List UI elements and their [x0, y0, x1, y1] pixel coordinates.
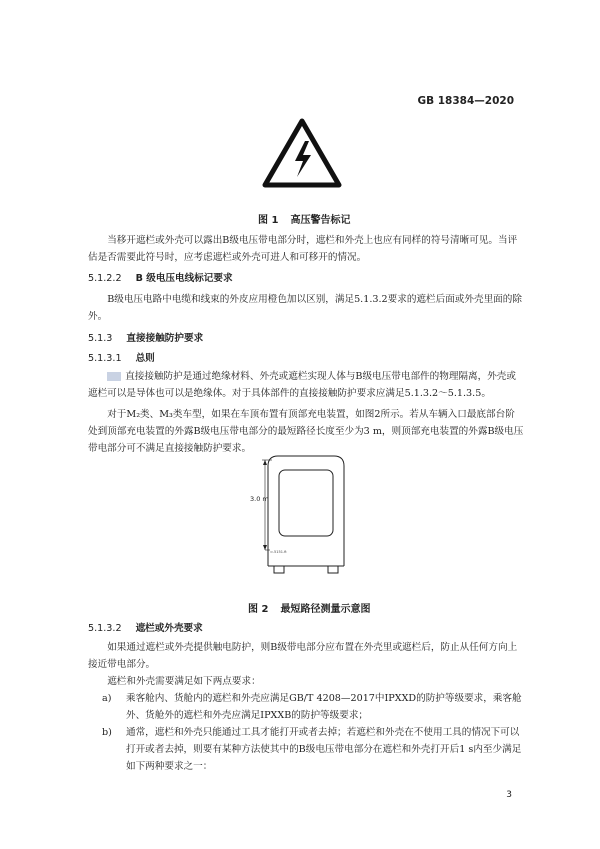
shortest-path-diagram — [248, 454, 360, 578]
figure2-caption — [248, 600, 382, 615]
list-marker: a) — [102, 693, 112, 704]
annotation-marker — [107, 372, 121, 381]
section-5-1-3-2 — [88, 620, 203, 634]
list-item-a — [104, 690, 524, 724]
section-5-1-3-1 — [88, 350, 155, 364]
paragraph-roof-charging: 对于M₂类、M₃类车型，如果在车顶布置有顶部充电装置，如图2所示。若从车辆入口最底部台阶处到顶部充电装置的外露B级电压带电部分的最短路径长度至少为3 m，则顶部充电装置的外露B级电压带电部分可不满足直接接触防护要求。 — [88, 409, 524, 454]
list-text: 通常，遮栏和外壳只能通过工具才能打开或者去掉；若遮栏和外壳在不使用工具的情况下可以打开或者去掉，则要有某种方法使其中的B级电压带电部分在遮栏和外壳打开后1 s内至少满足如下两种要求之一： — [126, 727, 522, 772]
section-title: 总则 — [135, 353, 155, 364]
section-title: 遮栏或外壳要求 — [135, 623, 203, 634]
dimension-label: 3.0 m — [250, 495, 269, 503]
paragraph-text: 直接接触防护是通过绝缘材料、外壳或遮栏实现人体与B级电压带电部件的物理隔离，外壳或遮栏可以是导体也可以是绝缘体。对于具体部件的直接接触防护要求应满足5.1.3.2～5.1.3.5。 — [88, 371, 516, 399]
standard-code: GB 18384—2020 — [417, 95, 514, 107]
section-number: 5.1.3.1 — [88, 353, 122, 364]
section-number: 5.1.3 — [88, 333, 113, 344]
figure1-title: 高压警告标记 — [290, 215, 351, 226]
figure1-number: 图 1 — [258, 215, 279, 226]
section-5-1-2-2 — [88, 270, 233, 284]
figure2-number: 图 2 — [248, 604, 269, 615]
figure2-title: 最短路径测量示意图 — [280, 604, 371, 615]
section-title: 直接接触防护要求 — [126, 333, 204, 344]
high-voltage-warning-icon — [261, 117, 343, 189]
section-number: 5.1.2.2 — [88, 273, 122, 284]
section-5-1-3 — [88, 330, 203, 344]
paragraph-two-requirements: 遮栏和外壳需要满足如下两点要求： — [107, 676, 261, 687]
paragraph-barrier-symbol: 当移开遮栏或外壳可以露出B级电压带电部分时，遮栏和外壳上也应有同样的符号清晰可见。当评估是否需要此符号时，应考虑遮栏或外壳可进人和可移开的情况。 — [88, 235, 518, 263]
section-number: 5.1.3.2 — [88, 623, 122, 634]
page-number: 3 — [506, 790, 512, 800]
step-label: ≈.5151.ft — [270, 550, 287, 554]
section-title: B 级电压电线标记要求 — [135, 273, 233, 284]
list-item-b — [104, 724, 524, 775]
paragraph-barrier-requirement: 如果通过遮栏或外壳提供触电防护，则B级带电部分应布置在外壳里或遮栏后，防止从任何方向上接近带电部分。 — [88, 642, 518, 670]
list-text: 乘客舱内、货舱内的遮栏和外壳应满足GB/T 4208—2017中IPXXD的防护等级要求，乘客舱外、货舱外的遮栏和外壳应满足IPXXB的防护等级要求； — [126, 693, 522, 721]
list-marker: b) — [102, 727, 112, 738]
paragraph-direct-contact-general — [88, 368, 524, 402]
figure1-caption — [258, 211, 362, 226]
paragraph-cable-marking: B级电压电路中电缆和线束的外皮应用橙色加以区别，满足5.1.3.2要求的遮栏后面或外壳里面的除外。 — [88, 294, 522, 322]
